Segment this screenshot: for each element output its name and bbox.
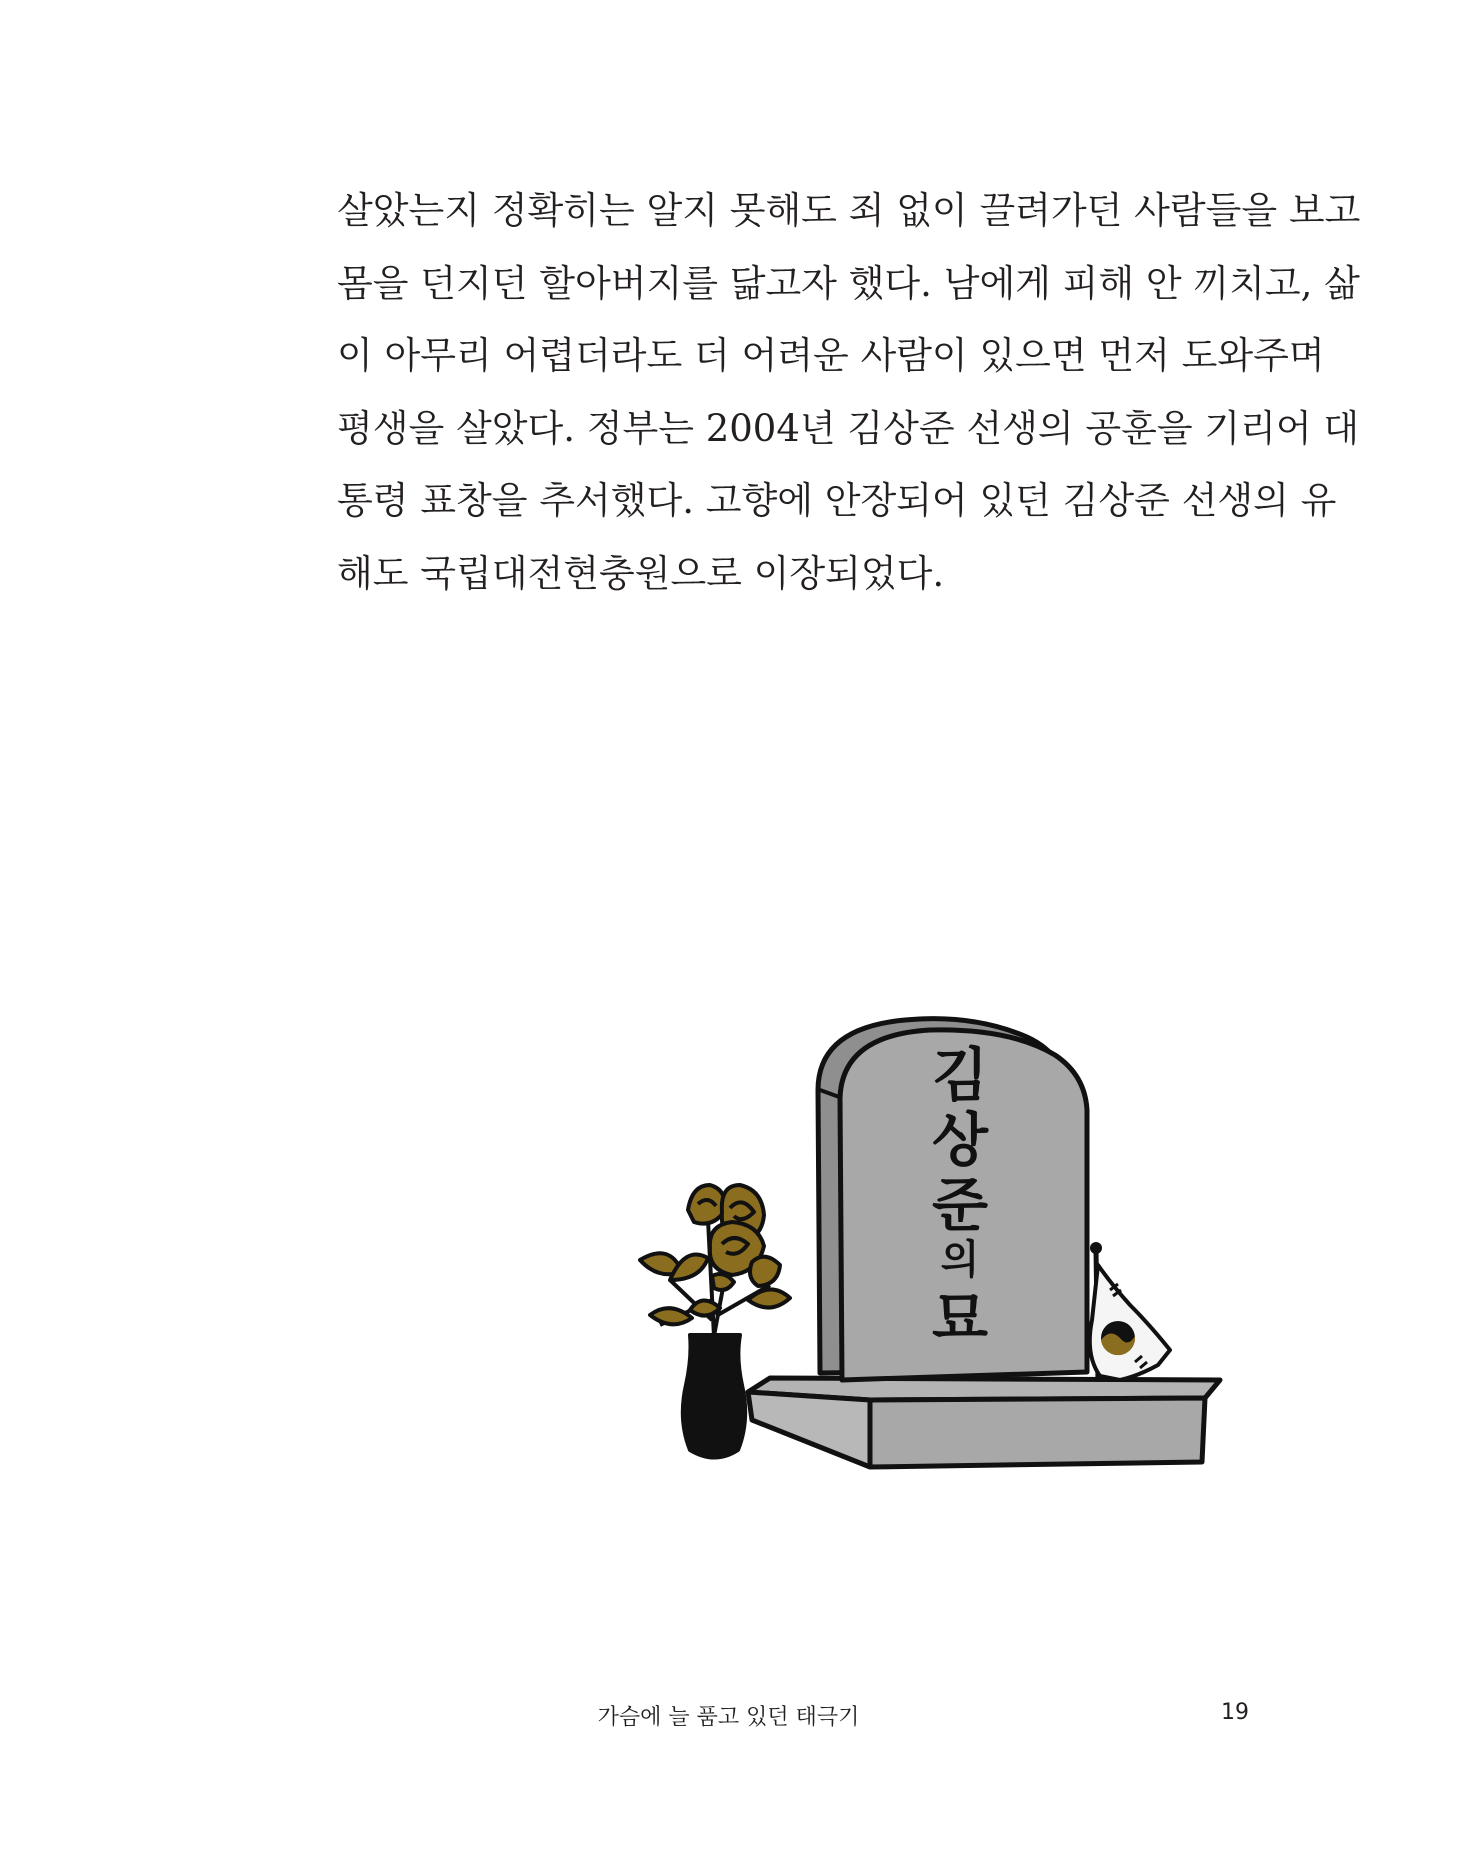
inscription-char: 묘 — [931, 1284, 989, 1352]
body-line: 해도 국립대전현충원으로 이장되었다. — [337, 551, 945, 595]
gravestone-illustration — [630, 980, 1230, 1500]
body-text — [337, 180, 1361, 615]
gravestone-inscription — [932, 1041, 989, 1352]
body-line: 살았는지 정확히는 알지 못해도 죄 없이 끌려가던 사람들을 보고 — [337, 189, 1361, 232]
inscription-char: 상 — [931, 1106, 989, 1174]
page-number: 19 — [1221, 1700, 1249, 1725]
taegukgi-flag — [1090, 1242, 1170, 1382]
body-line: 이 아무리 어렵더라도 더 어려운 사람이 있으면 먼저 도와주며 — [337, 334, 1325, 377]
body-line: 통령 표창을 추서했다. 고향에 안장되어 있던 김상준 선생의 유 — [337, 479, 1337, 522]
inscription-char: 준 — [931, 1171, 989, 1239]
inscription-char: 의 — [940, 1237, 980, 1283]
body-line: 평생을 살았다. 정부는 2004년 김상준 선생의 공훈을 기리어 대 — [337, 406, 1360, 450]
footer-book-title: 가슴에 늘 품고 있던 태극기 — [597, 1705, 860, 1730]
vase — [683, 1335, 745, 1458]
body-line: 몸을 던지던 할아버지를 닮고자 했다. 남에게 피해 안 끼치고, 삶 — [337, 261, 1360, 305]
inscription-char: 김 — [931, 1041, 989, 1109]
